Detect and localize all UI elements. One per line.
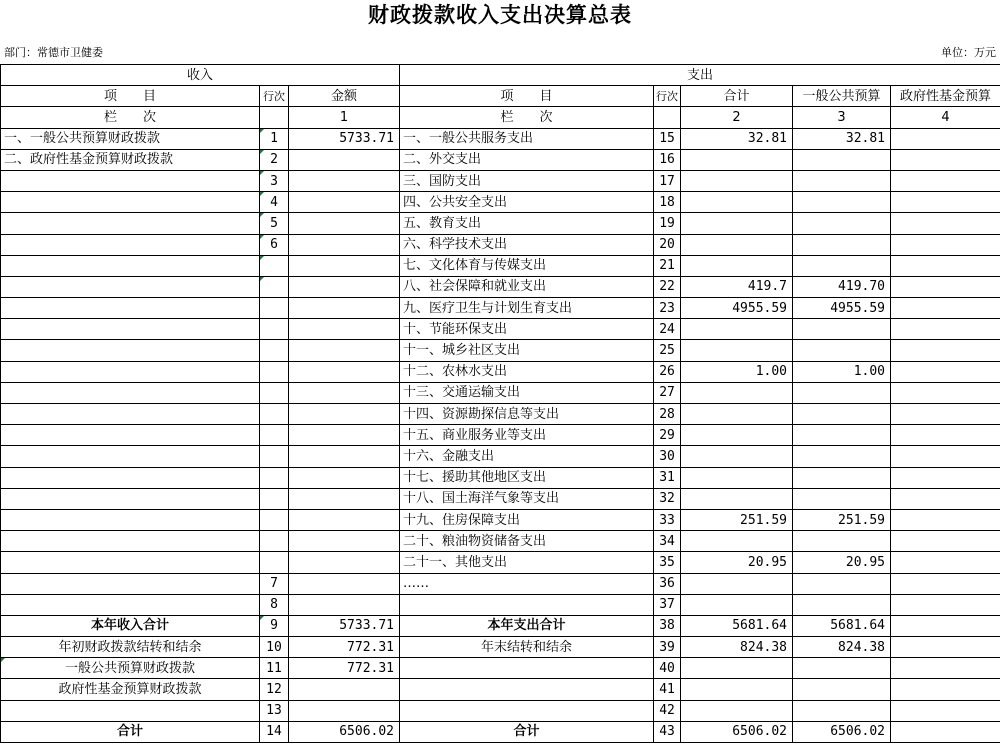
income-amount: [289, 255, 400, 276]
table-row: [1, 467, 1000, 488]
unit-label: 单位：万元: [941, 46, 996, 59]
expense-item: 十、节能环保支出: [400, 319, 654, 340]
income-amount: [289, 170, 400, 191]
header-row-column-numbers: [1, 107, 1000, 128]
fund-carry-amount: [289, 679, 400, 700]
grand-total-expense-rowno: 43: [654, 721, 681, 742]
income-item: [1, 340, 260, 361]
income-amount: [289, 425, 400, 446]
expense-rowno: 16: [654, 149, 681, 170]
expense-item: 十五、商业服务业等支出: [400, 425, 654, 446]
expense-general-budget: [793, 573, 891, 594]
income-rowno: [260, 404, 289, 425]
expense-item: [400, 594, 654, 615]
income-rowno: [260, 552, 289, 573]
expense-total: 20.95: [681, 552, 793, 573]
expense-fund-budget: [891, 509, 1000, 530]
expense-item: 十一、城乡社区支出: [400, 340, 654, 361]
header-row-columns: [1, 86, 1000, 107]
expense-general-budget: [793, 170, 891, 191]
expense-rowno: 29: [654, 425, 681, 446]
general-budget-header: 一般公共预算: [793, 86, 891, 107]
expense-total: [681, 446, 793, 467]
carry-out-label: 年末结转和结余: [400, 637, 654, 658]
expense-item: 三、国防支出: [400, 170, 654, 191]
income-item: [1, 170, 260, 191]
expense-total: [681, 340, 793, 361]
income-rowno: [260, 446, 289, 467]
income-item: [1, 319, 260, 340]
expense-total: [681, 149, 793, 170]
table-row: [1, 149, 1000, 170]
table-row: [1, 128, 1000, 149]
expense-general-budget: [793, 319, 891, 340]
income-amount: [289, 298, 400, 319]
expense-rowno: 24: [654, 319, 681, 340]
expense-fund-budget: [891, 467, 1000, 488]
income-amount: 5733.71: [289, 128, 400, 149]
expense-total: [681, 404, 793, 425]
expense-rowno: 19: [654, 213, 681, 234]
income-rowno: [260, 425, 289, 446]
expense-general-budget: [793, 255, 891, 276]
income-item: [1, 425, 260, 446]
carry-in-amount: 772.31: [289, 637, 400, 658]
expense-item: 十三、交通运输支出: [400, 382, 654, 403]
income-amount: [289, 382, 400, 403]
income-item: [1, 192, 260, 213]
income-item: [1, 382, 260, 403]
expense-rowno: 34: [654, 531, 681, 552]
expense-general-budget: [793, 340, 891, 361]
income-rowno: [260, 319, 289, 340]
expense-general-budget: [793, 594, 891, 615]
expense-general-budget: [793, 213, 891, 234]
expense-item: 十八、国土海洋气象等支出: [400, 488, 654, 509]
table-row: [1, 404, 1000, 425]
expense-rowno: 31: [654, 467, 681, 488]
table-row-general-carry: [1, 658, 1000, 679]
income-rowno: [260, 340, 289, 361]
header-row-section: [1, 65, 1000, 86]
expense-fund-budget: [891, 276, 1000, 297]
column-number-1: 1: [289, 107, 400, 128]
expense-total-fund: [891, 615, 1000, 636]
expense-item: 二十、粮油物资储备支出: [400, 531, 654, 552]
table-row: [1, 255, 1000, 276]
income-rowno: 1: [260, 128, 289, 149]
income-item: [1, 234, 260, 255]
expense-fund-budget: [891, 361, 1000, 382]
expense-general-budget: [793, 488, 891, 509]
income-rowno: [260, 361, 289, 382]
expense-item-header: 项 目: [400, 86, 654, 107]
expense-total: [681, 255, 793, 276]
table-row: [1, 319, 1000, 340]
expense-item: 七、文化体育与传媒支出: [400, 255, 654, 276]
expense-rowno: 17: [654, 170, 681, 191]
grand-total-income-label: 合计: [1, 721, 260, 742]
expense-general-budget: [793, 382, 891, 403]
income-rowno: 7: [260, 573, 289, 594]
table-row: [1, 276, 1000, 297]
general-carry-amount: 772.31: [289, 658, 400, 679]
expense-total: 1.00: [681, 361, 793, 382]
table-row: [1, 425, 1000, 446]
table-row: [1, 488, 1000, 509]
income-rowno: 8: [260, 594, 289, 615]
expense-general-budget: [793, 446, 891, 467]
expense-fund-budget: [891, 573, 1000, 594]
expense-fund-budget: [891, 446, 1000, 467]
income-rowno: 2: [260, 149, 289, 170]
income-amount: [289, 234, 400, 255]
expense-item: 九、医疗卫生与计划生育支出: [400, 298, 654, 319]
expense-total-header: 合计: [681, 86, 793, 107]
income-rowno: 6: [260, 234, 289, 255]
expense-total: 251.59: [681, 509, 793, 530]
expense-rowno: 28: [654, 404, 681, 425]
expense-item: 一、一般公共服务支出: [400, 128, 654, 149]
expense-rowno: 23: [654, 298, 681, 319]
expense-rowno: 33: [654, 509, 681, 530]
income-rowno: 3: [260, 170, 289, 191]
expense-total: 4955.59: [681, 298, 793, 319]
income-rowno: 4: [260, 192, 289, 213]
expense-rowno: 32: [654, 488, 681, 509]
grand-total-expense-general: 6506.02: [793, 721, 891, 742]
table-row-carryover: [1, 637, 1000, 658]
table-row-year-total: [1, 615, 1000, 636]
expense-general-budget: [793, 404, 891, 425]
fund-carry-label: 政府性基金预算财政拨款: [1, 679, 260, 700]
income-rowno-blank: [260, 107, 289, 128]
table-row: [1, 446, 1000, 467]
column-number-4: 4: [891, 107, 1000, 128]
expense-fund-budget: [891, 382, 1000, 403]
expense-total: [681, 425, 793, 446]
income-total-amount: 5733.71: [289, 615, 400, 636]
blank-expense-rowno: 42: [654, 700, 681, 721]
income-rowno-header: 行次: [260, 86, 289, 107]
income-amount: [289, 340, 400, 361]
table-row-grand-total: [1, 721, 1000, 742]
expense-fund-budget: [891, 404, 1000, 425]
expense-total: [681, 319, 793, 340]
expense-total: [681, 573, 793, 594]
expense-rowno: 35: [654, 552, 681, 573]
expense-general-budget: 419.70: [793, 276, 891, 297]
expense-fund-budget: [891, 319, 1000, 340]
expense-fund-budget: [891, 213, 1000, 234]
expense-total-rowno: 38: [654, 615, 681, 636]
page-title: 财政拨款收入支出决算总表: [368, 2, 632, 27]
expense-fund-budget: [891, 488, 1000, 509]
carry-in-label: 年初财政拨款结转和结余: [1, 637, 260, 658]
table-row: [1, 594, 1000, 615]
income-amount: [289, 594, 400, 615]
table-row: [1, 509, 1000, 530]
table-row: [1, 340, 1000, 361]
expense-fund-budget: [891, 128, 1000, 149]
expense-item: 二十一、其他支出: [400, 552, 654, 573]
blank-income-rowno: 13: [260, 700, 289, 721]
table-row: [1, 361, 1000, 382]
expense-item: 十九、住房保障支出: [400, 509, 654, 530]
grand-total-income-amount: 6506.02: [289, 721, 400, 742]
expense-fund-budget: [891, 552, 1000, 573]
expense-general-budget: [793, 149, 891, 170]
fund-carry-rowno: 12: [260, 679, 289, 700]
expense-total: [681, 234, 793, 255]
income-amount: [289, 213, 400, 234]
income-amount: [289, 361, 400, 382]
income-item: 二、政府性基金预算财政拨款: [1, 149, 260, 170]
expense-item: 十二、农林水支出: [400, 361, 654, 382]
expense-general-budget: 32.81: [793, 128, 891, 149]
expense-general-budget: [793, 531, 891, 552]
table-row: [1, 213, 1000, 234]
expense-general-budget: [793, 234, 891, 255]
income-amount: [289, 192, 400, 213]
expense-general-budget: [793, 425, 891, 446]
income-rowno: [260, 531, 289, 552]
grand-total-expense-label: 合计: [400, 721, 654, 742]
income-amount: [289, 531, 400, 552]
income-amount: [289, 467, 400, 488]
expense-item: 十四、资源勘探信息等支出: [400, 404, 654, 425]
table-row: [1, 234, 1000, 255]
expense-item: 四、公共安全支出: [400, 192, 654, 213]
income-rowno: [260, 255, 289, 276]
expense-rowno: 25: [654, 340, 681, 361]
expense-general-budget: 20.95: [793, 552, 891, 573]
income-item: 一、一般公共预算财政拨款: [1, 128, 260, 149]
expense-rowno-blank: [654, 107, 681, 128]
income-total-rowno: 9: [260, 615, 289, 636]
expense-rowno: 27: [654, 382, 681, 403]
income-total-label: 本年收入合计: [1, 615, 260, 636]
income-item: [1, 467, 260, 488]
income-item: [1, 509, 260, 530]
budget-table: [0, 64, 1000, 743]
income-rowno: [260, 382, 289, 403]
income-rowno: [260, 298, 289, 319]
income-rowno: [260, 509, 289, 530]
income-item: [1, 531, 260, 552]
column-number-3: 3: [793, 107, 891, 128]
carry-out-rowno: 39: [654, 637, 681, 658]
income-amount: [289, 149, 400, 170]
income-item: [1, 488, 260, 509]
expense-fund-budget: [891, 425, 1000, 446]
expense-fund-budget: [891, 594, 1000, 615]
expense-total: 419.7: [681, 276, 793, 297]
income-item: [1, 276, 260, 297]
expense-general-budget: [793, 192, 891, 213]
carry-out-fund: [891, 637, 1000, 658]
income-amount: [289, 319, 400, 340]
income-item: [1, 552, 260, 573]
expense-rowno-header: 行次: [654, 86, 681, 107]
expense-fund-budget: [891, 170, 1000, 191]
income-item: [1, 298, 260, 319]
expense-fund-budget: [891, 298, 1000, 319]
expense-rowno: 21: [654, 255, 681, 276]
expense-total-general: 5681.64: [793, 615, 891, 636]
expense-general-budget: 4955.59: [793, 298, 891, 319]
income-item: [1, 594, 260, 615]
expense-column-label: 栏 次: [400, 107, 654, 128]
expense-item: 六、科学技术支出: [400, 234, 654, 255]
column-number-2: 2: [681, 107, 793, 128]
table-row: [1, 531, 1000, 552]
income-rowno: [260, 488, 289, 509]
income-amount: [289, 509, 400, 530]
expense-total: [681, 213, 793, 234]
department-label: 部门：常德市卫健委: [4, 46, 103, 59]
expense-item: 五、教育支出: [400, 213, 654, 234]
table-row: [1, 192, 1000, 213]
income-item-header: 项 目: [1, 86, 260, 107]
expense-total-amount: 5681.64: [681, 615, 793, 636]
expense-rowno: 37: [654, 594, 681, 615]
table-row: [1, 382, 1000, 403]
income-amount-header: 金额: [289, 86, 400, 107]
table-row: [1, 170, 1000, 191]
income-amount: [289, 276, 400, 297]
income-header: 收入: [1, 65, 400, 86]
income-rowno: [260, 276, 289, 297]
expense-total: [681, 170, 793, 191]
expense-general-budget: 1.00: [793, 361, 891, 382]
grand-total-expense-amount: 6506.02: [681, 721, 793, 742]
income-column-label: 栏 次: [1, 107, 260, 128]
table-row: [1, 552, 1000, 573]
income-item: [1, 404, 260, 425]
expense-rowno: 36: [654, 573, 681, 594]
income-amount: [289, 573, 400, 594]
table-row: [1, 573, 1000, 594]
expense-fund-budget: [891, 149, 1000, 170]
income-item: [1, 573, 260, 594]
expense-item: 二、外交支出: [400, 149, 654, 170]
expense-total: [681, 467, 793, 488]
general-carry-rowno: 11: [260, 658, 289, 679]
expense-item: 十六、金融支出: [400, 446, 654, 467]
expense-item: ……: [400, 573, 654, 594]
fund-carry-expense-item: [400, 679, 654, 700]
carry-out-total: 824.38: [681, 637, 793, 658]
income-item: [1, 446, 260, 467]
general-carry-expense-rowno: 40: [654, 658, 681, 679]
income-item: [1, 255, 260, 276]
carry-in-rowno: 10: [260, 637, 289, 658]
expense-total-label: 本年支出合计: [400, 615, 654, 636]
income-rowno: 5: [260, 213, 289, 234]
income-amount: [289, 488, 400, 509]
fund-budget-header: 政府性基金预算: [891, 86, 1000, 107]
expense-rowno: 30: [654, 446, 681, 467]
expense-rowno: 15: [654, 128, 681, 149]
carry-out-general: 824.38: [793, 637, 891, 658]
income-rowno: [260, 467, 289, 488]
income-amount: [289, 552, 400, 573]
expense-total: [681, 488, 793, 509]
income-item: [1, 213, 260, 234]
income-amount: [289, 404, 400, 425]
general-carry-expense-item: [400, 658, 654, 679]
expense-fund-budget: [891, 192, 1000, 213]
expense-item: 八、社会保障和就业支出: [400, 276, 654, 297]
expense-rowno: 22: [654, 276, 681, 297]
grand-total-income-rowno: 14: [260, 721, 289, 742]
expense-fund-budget: [891, 234, 1000, 255]
expense-rowno: 18: [654, 192, 681, 213]
income-amount: [289, 446, 400, 467]
expense-fund-budget: [891, 340, 1000, 361]
general-carry-label: 一般公共预算财政拨款: [1, 658, 260, 679]
expense-fund-budget: [891, 255, 1000, 276]
expense-total: [681, 192, 793, 213]
expense-general-budget: [793, 467, 891, 488]
fund-carry-expense-rowno: 41: [654, 679, 681, 700]
expense-total: [681, 531, 793, 552]
table-row-blank: [1, 700, 1000, 721]
expense-fund-budget: [891, 531, 1000, 552]
expense-item: 十七、援助其他地区支出: [400, 467, 654, 488]
expense-rowno: 20: [654, 234, 681, 255]
expense-total: [681, 382, 793, 403]
expense-total: 32.81: [681, 128, 793, 149]
income-item: [1, 361, 260, 382]
table-row-fund-carry: [1, 679, 1000, 700]
expense-header: 支出: [400, 65, 1000, 86]
grand-total-expense-fund: [891, 721, 1000, 742]
expense-rowno: 26: [654, 361, 681, 382]
table-row: [1, 298, 1000, 319]
expense-total: [681, 594, 793, 615]
expense-general-budget: 251.59: [793, 509, 891, 530]
